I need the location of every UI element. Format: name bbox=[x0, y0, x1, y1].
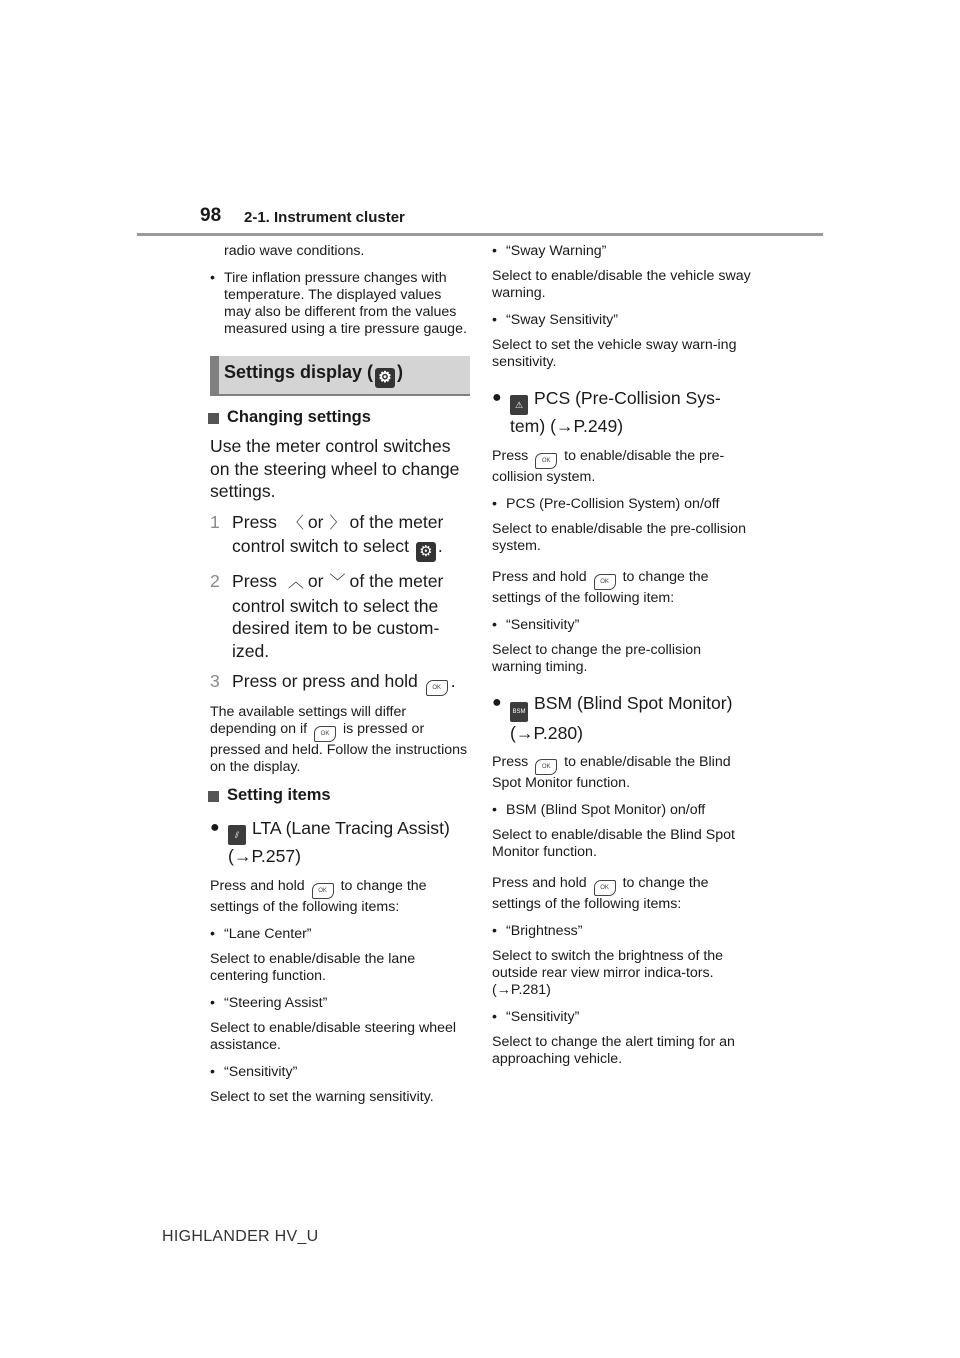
bsm-feature-heading: ● BSM BSM (Blind Spot Monitor) (→P.280) bbox=[492, 692, 733, 743]
continued-text: radio wave conditions. bbox=[224, 243, 365, 259]
footer-model: HIGHLANDER HV_U bbox=[162, 1228, 319, 1245]
steering-assist-item: • “Steering Assist” bbox=[210, 994, 328, 1011]
pcs-feature-heading: ● ⚠ PCS (Pre-Collision Sys-tem) (→P.249) bbox=[492, 388, 721, 436]
pcs-onoff-item: • PCS (Pre-Collision System) on/off bbox=[492, 495, 720, 512]
step-3: 3 Press or press and hold OK . bbox=[210, 670, 470, 696]
brightness-item: • “Brightness” bbox=[492, 923, 583, 939]
square-bullet-icon bbox=[208, 413, 219, 424]
sway-warning-desc: Select to enable/disable the vehicle sway warning. bbox=[492, 268, 751, 301]
bsm-hold-text: Press and hold OK to change the settings of the following items: bbox=[492, 875, 709, 912]
right-column bbox=[492, 243, 754, 1068]
sway-warning-item: • “Sway Warning” bbox=[492, 243, 607, 259]
step-1: 1 Press 〈 or 〉 of the meter control switch to select ⚙ . bbox=[210, 511, 444, 560]
ok-button-icon: OK bbox=[594, 574, 616, 590]
pcs-hold-text: Press and hold OK to change the settings of the following item: bbox=[492, 568, 709, 606]
section-title: 2-1. Instrument cluster bbox=[244, 209, 405, 226]
sway-sensitivity-desc: Select to set the vehicle sway warn-ing sensitivity. bbox=[492, 337, 737, 370]
ok-button-icon: OK bbox=[312, 883, 334, 899]
settings-display-heading: Settings display ( ⚙ ) bbox=[210, 356, 470, 396]
blind-spot-monitor-icon: BSM bbox=[510, 702, 528, 722]
lane-tracing-icon: ⫽ bbox=[228, 825, 246, 845]
available-settings-note: The available settings will differ depending on if OK is pressed or pressed and held. Follow the instructions on the display. bbox=[210, 704, 468, 775]
bsm-sensitivity-desc: Select to change the alert timing for an approaching vehicle. bbox=[492, 1034, 735, 1067]
changing-intro: Use the meter control switches on the steering wheel to change settings. bbox=[210, 436, 460, 501]
ok-button-icon: OK bbox=[594, 880, 616, 896]
sensitivity-item: • “Sensitivity” bbox=[210, 1063, 298, 1080]
chevron-left-icon: 〈 bbox=[287, 514, 304, 532]
pcs-sensitivity-desc: Select to change the pre-collision warning timing. bbox=[492, 641, 701, 675]
gear-icon: ⚙ bbox=[416, 542, 436, 562]
changing-settings-heading: Changing settings bbox=[208, 408, 470, 427]
pcs-onoff-desc: Select to enable/disable the pre-collision system. bbox=[492, 520, 746, 554]
pcs-press-text: Press OK to enable/disable the pre-collision system. bbox=[492, 447, 725, 485]
setting-items-heading: Setting items bbox=[208, 786, 470, 805]
ok-button-icon: OK bbox=[535, 759, 557, 775]
pcs-sensitivity-item: • “Sensitivity” bbox=[492, 616, 580, 633]
bsm-onoff-desc: Select to enable/disable the Blind Spot Monitor function. bbox=[492, 827, 735, 860]
page-number: 98 bbox=[200, 205, 222, 226]
chevron-up-icon: ︿ bbox=[287, 574, 304, 591]
sway-sensitivity-item: • “Sway Sensitivity” bbox=[492, 312, 618, 328]
lta-hold-text: Press and hold OK to change the settings of the following items: bbox=[210, 877, 427, 915]
steering-assist-desc: Select to enable/disable steering wheel assistance. bbox=[210, 1019, 457, 1053]
gear-icon: ⚙ bbox=[375, 368, 395, 388]
sensitivity-desc: Select to set the warning sensitivity. bbox=[210, 1088, 434, 1105]
ok-button-icon: OK bbox=[426, 680, 448, 696]
lane-center-desc: Select to enable/disable the lane centering function. bbox=[210, 950, 416, 984]
bsm-press-text: Press OK to enable/disable the Blind Spot Monitor function. bbox=[492, 754, 731, 791]
header-rule bbox=[137, 233, 823, 236]
lta-feature-heading: ● ⫽ LTA (Lane Tracing Assist) (→P.257) bbox=[210, 818, 450, 866]
ok-button-icon: OK bbox=[535, 453, 557, 469]
chevron-right-icon: 〉 bbox=[329, 514, 346, 532]
bsm-onoff-item: • BSM (Blind Spot Monitor) on/off bbox=[492, 802, 706, 818]
ok-button-icon: OK bbox=[314, 726, 336, 742]
chevron-down-icon: ﹀ bbox=[329, 574, 346, 591]
brightness-desc: Select to switch the brightness of the outside rear view mirror indica-tors. (→P.281) bbox=[492, 948, 724, 998]
left-column bbox=[210, 243, 470, 1106]
pre-collision-icon: ⚠ bbox=[510, 395, 528, 415]
bsm-sensitivity-item: • “Sensitivity” bbox=[492, 1009, 580, 1025]
bullet-tire-pressure: • Tire inflation pressure changes with temperature. The displayed values may also be different from the values measured using a tire pressure gauge. bbox=[210, 270, 467, 337]
lane-center-item: • “Lane Center” bbox=[210, 925, 312, 942]
square-bullet-icon bbox=[208, 791, 219, 802]
step-2: 2 Press ︿ or ﹀ of the meter control switch to select the desired item to be custom-ized. bbox=[210, 571, 444, 661]
